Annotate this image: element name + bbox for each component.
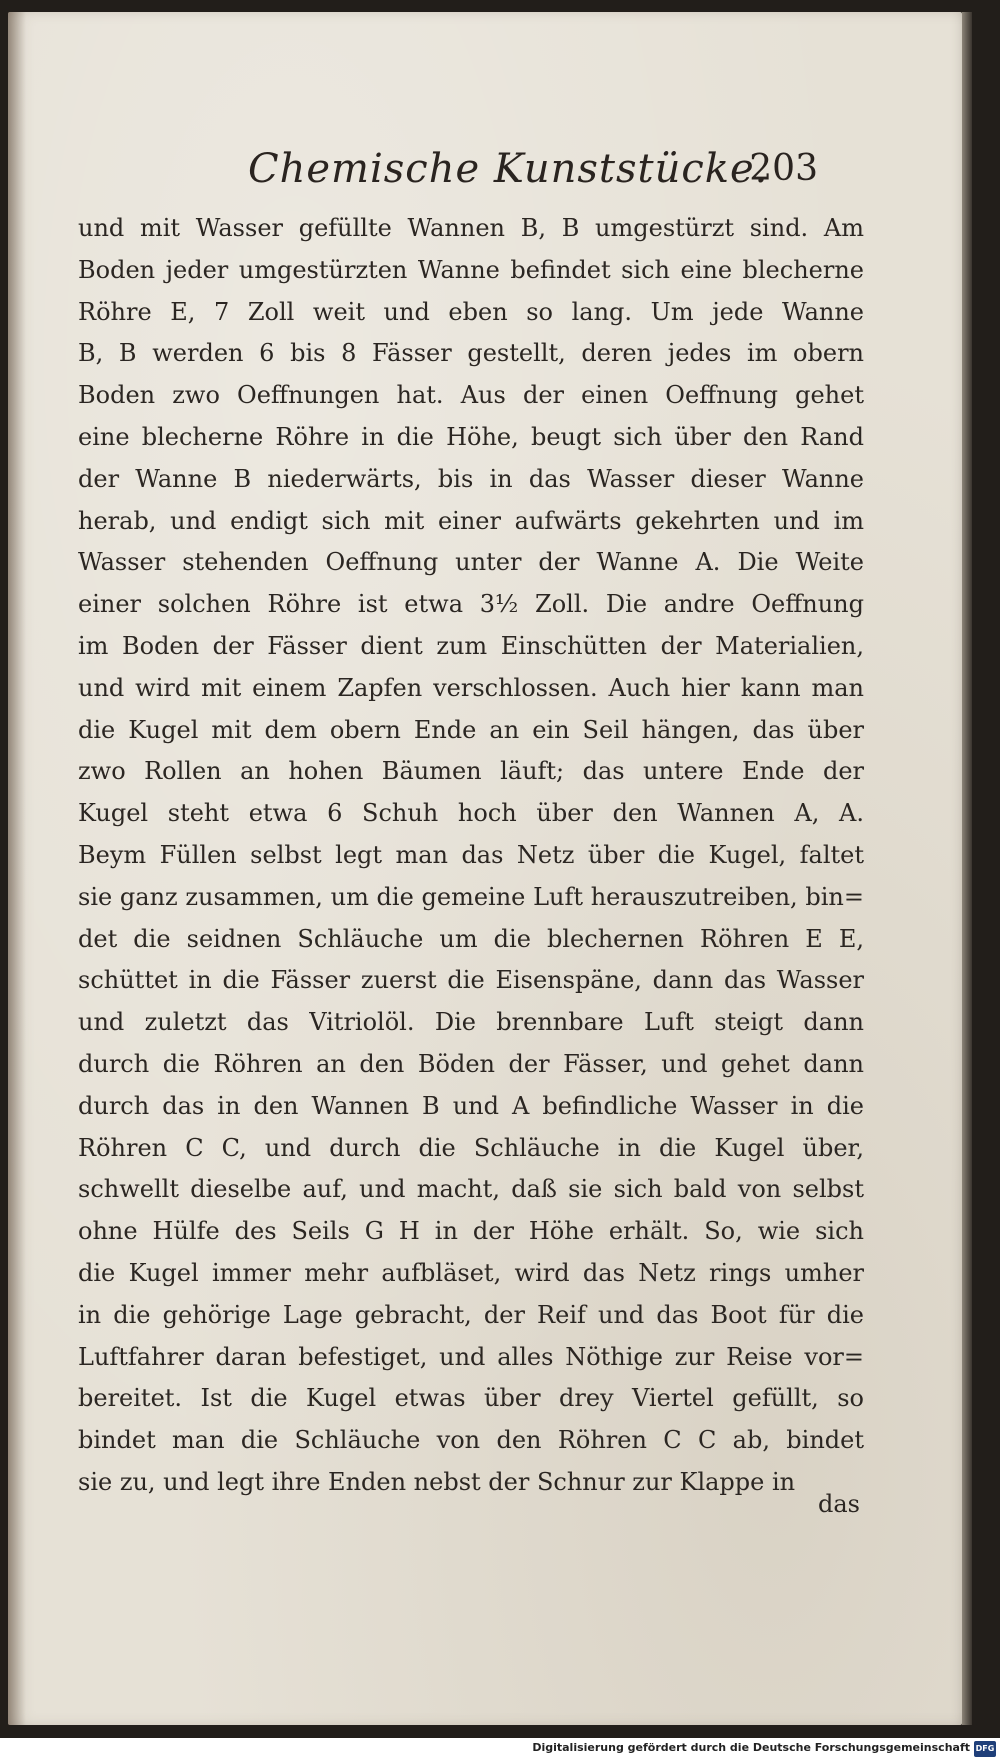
text-line: B, B werden 6 bis 8 Fässer gestellt, deren jedes im obern xyxy=(78,339,864,368)
text-line: und mit Wasser gefüllte Wannen B, B umgestürzt sind. Am xyxy=(78,214,864,242)
dfg-logo-icon: DFG xyxy=(974,1741,996,1757)
funding-credit: Digitalisierung gefördert durch die Deutsche Forschungsgemeinschaft xyxy=(532,1741,970,1754)
text-line: Boden jeder umgestürzten Wanne befindet sich eine blecherne xyxy=(78,255,864,284)
text-line: Röhren C C, und durch die Schläuche in die Kugel über, xyxy=(78,1133,864,1162)
text-line: Beym Füllen selbst legt man das Netz über die Kugel, faltet xyxy=(78,840,864,869)
text-line: eine blecherne Röhre in die Höhe, beugt sich über den Rand xyxy=(78,422,864,451)
page-number: 203 xyxy=(749,148,818,189)
text-line: Luftfahrer daran befestiget, und alles Nöthige zur Reise vor= xyxy=(78,1342,864,1371)
text-line: det die seidnen Schläuche um die blechernen Röhren E E, xyxy=(78,924,864,953)
text-line: bereitet. Ist die Kugel etwas über drey Viertel gefüllt, so xyxy=(78,1384,864,1413)
page-header xyxy=(248,146,818,206)
text-line: schwellt dieselbe auf, und macht, daß sie sich bald von selbst xyxy=(78,1175,864,1204)
text-line: zwo Rollen an hohen Bäumen läuft; das untere Ende der xyxy=(78,757,864,786)
text-line: Boden zwo Oeffnungen hat. Aus der einen Oeffnung gehet xyxy=(78,381,864,410)
text-line: herab, und endigt sich mit einer aufwärts gekehrten und im xyxy=(78,506,864,535)
text-line: Wasser stehenden Oeffnung unter der Wanne A. Die Weite xyxy=(78,548,864,577)
text-line: im Boden der Fässer dient zum Einschütten der Materialien, xyxy=(78,631,864,660)
text-line: Kugel steht etwa 6 Schuh hoch über den Wannen A, A. xyxy=(78,799,864,828)
text-line: die Kugel mit dem obern Ende an ein Seil hängen, das über xyxy=(78,715,864,744)
text-line: ohne Hülfe des Seils G H in der Höhe erhält. So, wie sich xyxy=(78,1217,864,1246)
page-gutter-shadow xyxy=(8,12,26,1725)
digitization-footer xyxy=(0,1738,1000,1761)
text-line: in die gehörige Lage gebracht, der Reif und das Boot für die xyxy=(78,1300,864,1329)
text-line: durch das in den Wannen B und A befindliche Wasser in die xyxy=(78,1091,864,1120)
body-text xyxy=(78,208,864,1504)
text-line: und wird mit einem Zapfen verschlossen. Auch hier kann man xyxy=(78,673,864,702)
text-line: einer solchen Röhre ist etwa 3½ Zoll. Die andre Oeffnung xyxy=(78,590,864,619)
text-line: bindet man die Schläuche von den Röhren C C ab, bindet xyxy=(78,1426,864,1455)
text-line: durch die Röhren an den Böden der Fässer, und gehet dann xyxy=(78,1049,864,1078)
text-line: die Kugel immer mehr aufbläset, wird das Netz rings umher xyxy=(78,1258,864,1287)
running-title: Chemische Kunststücke. xyxy=(248,146,769,192)
text-line: sie ganz zusammen, um die gemeine Luft herauszutreiben, bin= xyxy=(78,882,864,911)
catchword: das xyxy=(818,1490,860,1518)
book-page xyxy=(8,12,962,1725)
text-line: schüttet in die Fässer zuerst die Eisenspäne, dann das Wasser xyxy=(78,966,864,995)
text-line: der Wanne B niederwärts, bis in das Wasser dieser Wanne xyxy=(78,464,864,493)
text-line: und zuletzt das Vitriolöl. Die brennbare Luft steigt dann xyxy=(78,1008,864,1037)
text-line: Röhre E, 7 Zoll weit und eben so lang. Um jede Wanne xyxy=(78,297,864,326)
text-line: sie zu, und legt ihre Enden nebst der Schnur zur Klappe in xyxy=(78,1467,796,1496)
page-edge xyxy=(962,12,972,1725)
